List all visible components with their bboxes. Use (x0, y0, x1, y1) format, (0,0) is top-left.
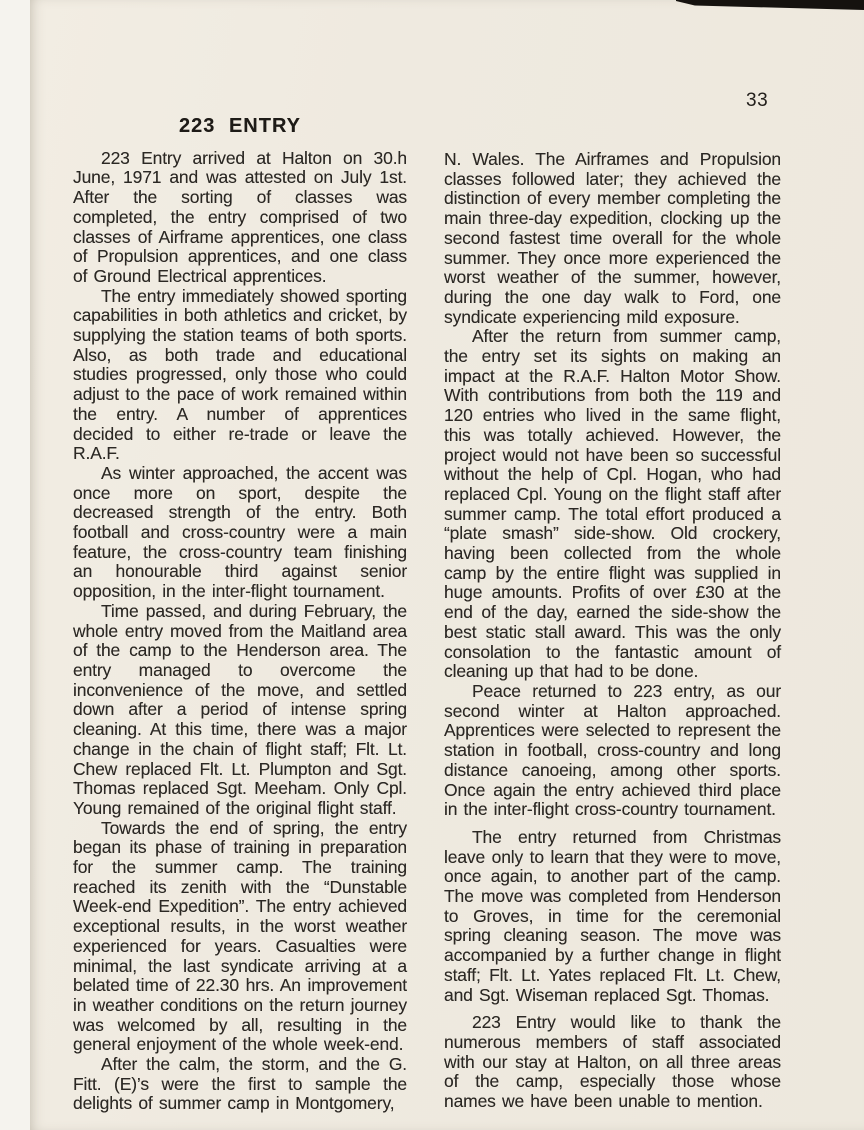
paragraph: Time passed, and during February, the whole entry moved from the Maitland area of the camp to the Henderson area. The entry managed to overcome the inconvenience of the move, and settled down after a period of intense spring cleaning. At this time, there was a major change in the chain of flight staff; Flt. Lt. Chew replaced Flt. Lt. Plumpton and Sgt. Thomas replaced Sgt. Meeham. Only Cpl. Young remained of the original flight staff. (73, 600, 407, 818)
section-title: 223 ENTRY (179, 115, 301, 137)
page-number: 33 (746, 90, 769, 111)
paragraph: After the return from summer camp, the entry set its sights on making an impact at the R.A.F. Halton Motor Show. With contributions from both the 119 and 120 entries who lived in the same flight, this was totally achieved. However, the project would not have been so successful without the help of Cpl. Hogan, who had replaced Cpl. Young on the flight staff after summer camp. The total effort produced a “plate smash” side-show. Old crockery, having been collected from the whole camp by the entire flight was supplied in huge amounts. Profits of over £30 at the end of the day, earned the side-show the best static stall award. This was the only consolation to the fantastic amount of cleaning up that had to be done. (444, 326, 781, 682)
paragraph: Towards the end of spring, the entry began its phase of training in preparation for the summer camp. The training reached its zenith with the “Dunstable Week-end Expedition”. The entry achieved exceptional results, in the worst weather experienced for years. Casualties were minimal, the last syndicate arriving at a belated time of 22.30 hrs. An improvement in weather conditions on the return journey was welcomed by all, resulting in the general enjoyment of the whole week-end. (73, 817, 407, 1055)
paragraph: 223 Entry would like to thank the numerous members of staff associated with our stay at Halton, on all three areas of the camp, especially those whose names we have been unable to mention. (444, 1012, 781, 1112)
paragraph: The entry returned from Christmas leave only to learn that they were to move, once again, to another part of the camp. The move was completed from Henderson to Groves, in time for the ceremonial spring cleaning season. The move was accompanied by a further change in flight staff; Flt. Lt. Yates replaced Flt. Lt. Chew, and Sgt. Wiseman replaced Sgt. Thomas. (444, 826, 781, 1005)
paragraph: N. Wales. The Airframes and Propulsion classes followed later; they achieved the distinction of every member completing the main three-day expedition, clocking up the second fastest time overall for the whole summer. They once more experienced the worst weather of the summer, however, during the one day walk to Ford, one syndicate experiencing mild exposure. (444, 149, 781, 327)
column-left (73, 117, 407, 1114)
page (30, 0, 864, 1130)
paragraph: The entry immediately showed sporting capabilities in both athletics and cricket, by supplying the station teams of both sports. Also, as both trade and educational studies progressed, only those who could adjust to the pace of work remained within the entry. A number of apprentices decided to either re-trade or leave the R.A.F. (73, 285, 407, 464)
column-right (444, 150, 781, 1112)
paragraph: 223 Entry arrived at Halton on 30.h June, 1971 and was attested on July 1st. After the sorting of classes was completed, the entry comprised of two classes of Airframe apprentices, one class of Propulsion apprentices, and one class of Ground Electrical apprentices. (73, 147, 407, 286)
paragraph: Peace returned to 223 entry, as our second winter at Halton approached. Apprentices were selected to represent the station in football, cross-country and long distance canoeing, among other sports. Once again the entry achieved third place in the inter-flight cross-country tournament. (444, 680, 781, 820)
paragraph: As winter approached, the accent was once more on sport, despite the decreased strength of the entry. Both football and cross-country were a main feature, the cross-country team finishing an honourable third against senior opposition, in the inter-flight tournament. (73, 462, 407, 602)
paragraph: After the calm, the storm, and the G. Fitt. (E)’s were the first to sample the delights of summer camp in Montgomery, (73, 1054, 407, 1114)
